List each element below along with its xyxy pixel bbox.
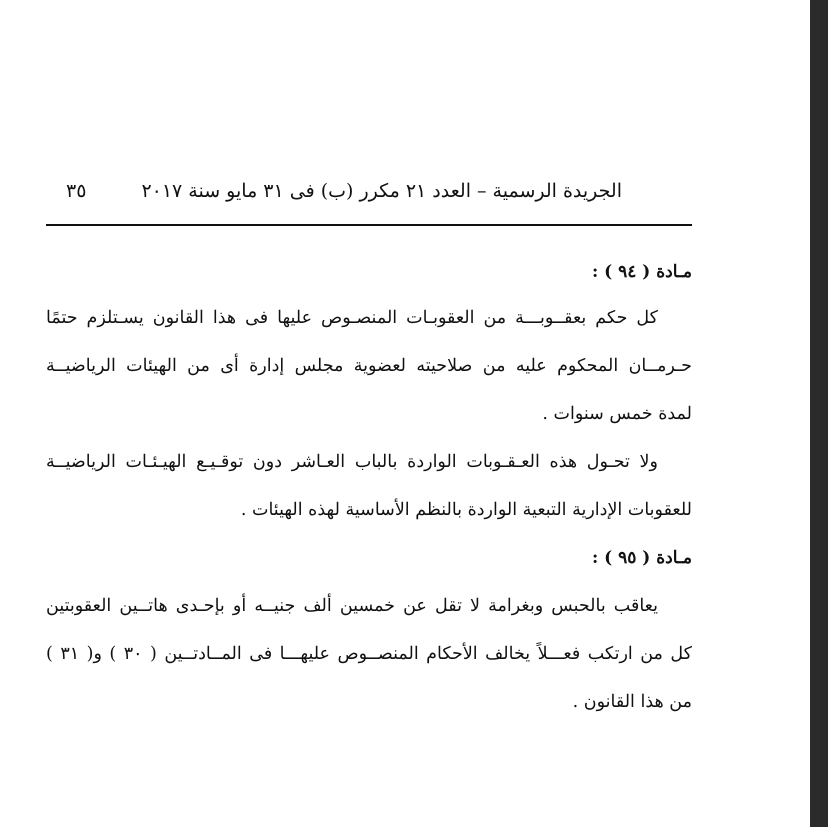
- article-94-line-2: حـرمــان المحكوم عليه من صلاحيته لعضوية مجلس إدارة أى من الهيئات الرياضيــة: [46, 356, 692, 376]
- vertical-scrollbar[interactable]: [810, 0, 828, 827]
- header-divider: [46, 224, 692, 226]
- page-number: ٣٥: [66, 180, 87, 202]
- article-95-line-2: كل من ارتكب فعـــلاً يخالف الأحكام المنصــوص عليهـــا فى المــادتــين ( ٣٠ ) و( ٣١ ): [46, 644, 693, 664]
- gazette-header-title: الجريدة الرسمية – العدد ٢١ مكرر (ب) فى ٣١ مايو سنة ٢٠١٧: [141, 180, 622, 202]
- page-header: [46, 176, 692, 212]
- article-94-line-5: للعقوبات الإدارية التبعية الواردة بالنظم الأساسية لهذه الهيئات .: [240, 500, 692, 520]
- article-94-line-1: كل حكم بعقــوبـــة من العقوبـات المنصـوص عليها فى هذا القانون يسـتلزم حتمًا: [46, 308, 658, 328]
- article-94-line-3: لمدة خمس سنوات .: [542, 404, 692, 424]
- article-95-line-3: من هذا القانون .: [572, 692, 692, 712]
- article-94-heading: مـادة ( ٩٤ ) :: [591, 262, 692, 282]
- article-94-line-4: ولا تحـول هذه العـقـوبات الواردة بالباب العـاشر دون توقـيـع الهيـئـات الرياضيــة: [46, 452, 658, 472]
- article-95-heading: مـادة ( ٩٥ ) :: [591, 548, 692, 568]
- article-95-line-1: يعاقب بالحبس وبغرامة لا تقل عن خمسين ألف جنيــه أو بإحـدى هاتــين العقوبتين: [46, 596, 658, 616]
